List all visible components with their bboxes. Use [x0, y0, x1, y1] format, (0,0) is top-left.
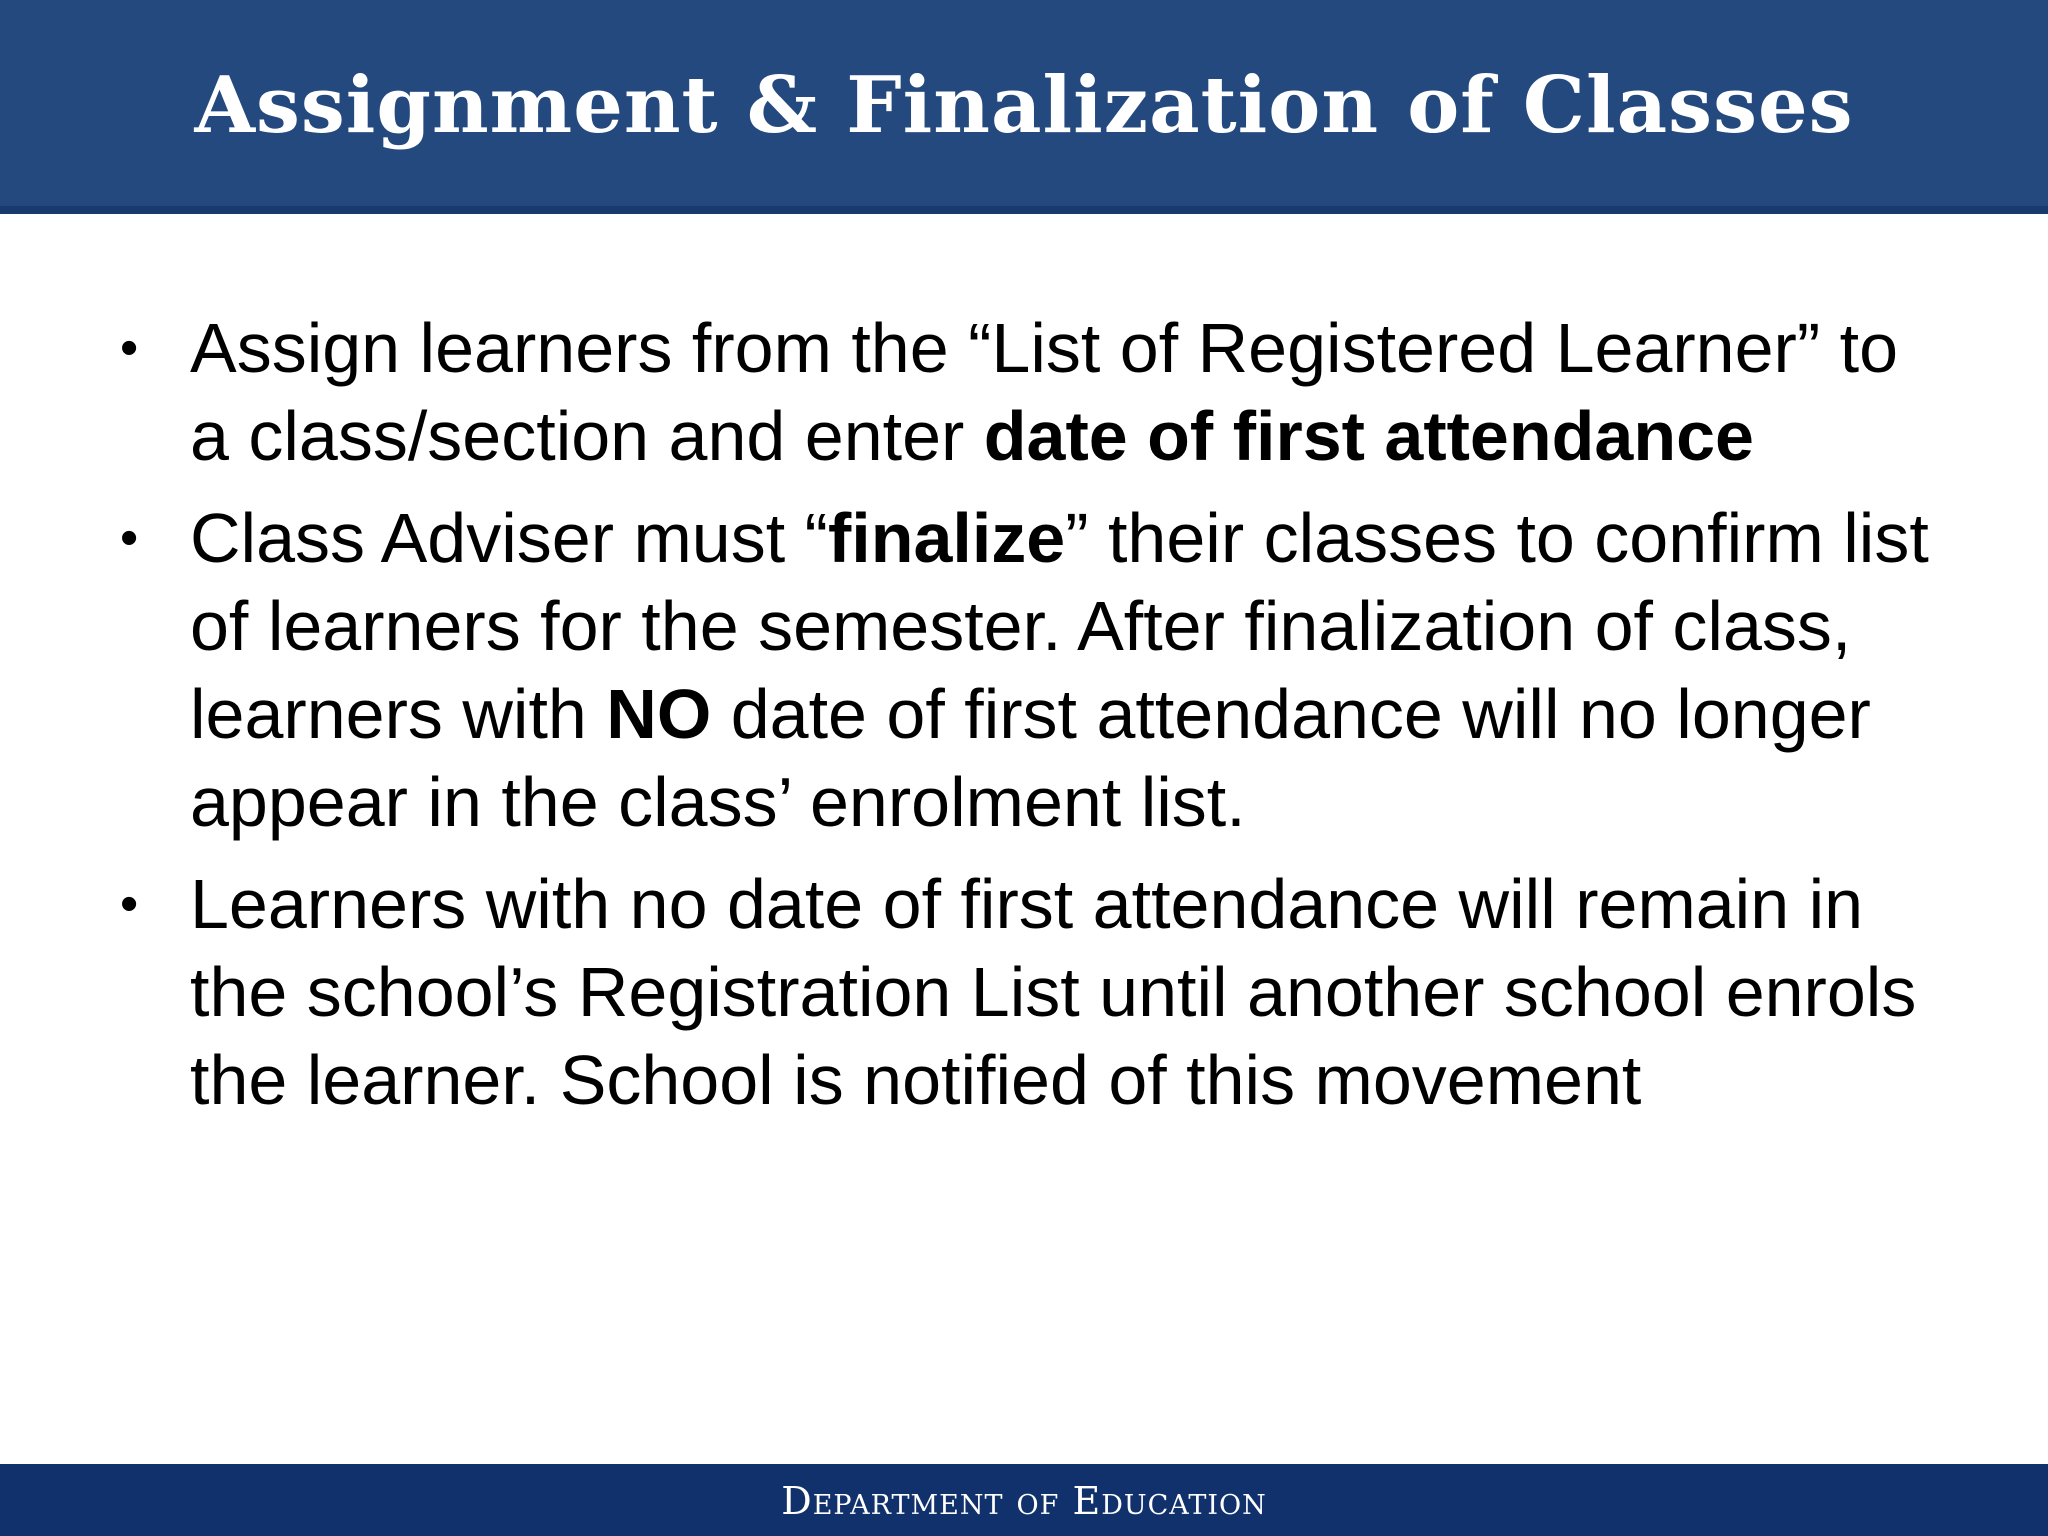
- bullet-icon: •: [120, 319, 139, 377]
- footer-label: Department of Education: [781, 1479, 1267, 1523]
- text-segment: Assign learners from the “List of Registered Learner” to a class/section and enter: [190, 309, 1898, 475]
- text-segment: date of first attendance will no longer appear in the class’ enrolment list.: [190, 675, 1871, 841]
- bullet-icon: •: [120, 875, 139, 933]
- bullet-text: [190, 309, 1898, 475]
- bullet-text: [190, 865, 1916, 1119]
- bullet-icon: •: [120, 509, 139, 567]
- bold-segment: finalize: [827, 499, 1066, 577]
- bullet-item-finalize: [120, 494, 1940, 846]
- bullet-list: [120, 304, 1940, 1138]
- slide-title: Assignment & Finalization of Classes: [194, 60, 1854, 151]
- text-segment: Learners with no date of first attendance will remain in the school’s Registration List until another school enrols the learner. School is notified of this movement: [190, 865, 1917, 1119]
- bullet-item-remain: [120, 860, 1940, 1124]
- bullet-item-assign: [120, 304, 1940, 480]
- bold-segment: date of first attendance: [983, 397, 1754, 475]
- bold-segment: NO: [606, 675, 712, 753]
- header-divider: [0, 206, 2048, 214]
- text-segment: ” their classes to confirm list of learners for the semester. After finalization of class, learners with: [190, 499, 1929, 753]
- bullet-text: [190, 499, 1929, 841]
- text-segment: Class Adviser must “: [190, 499, 828, 577]
